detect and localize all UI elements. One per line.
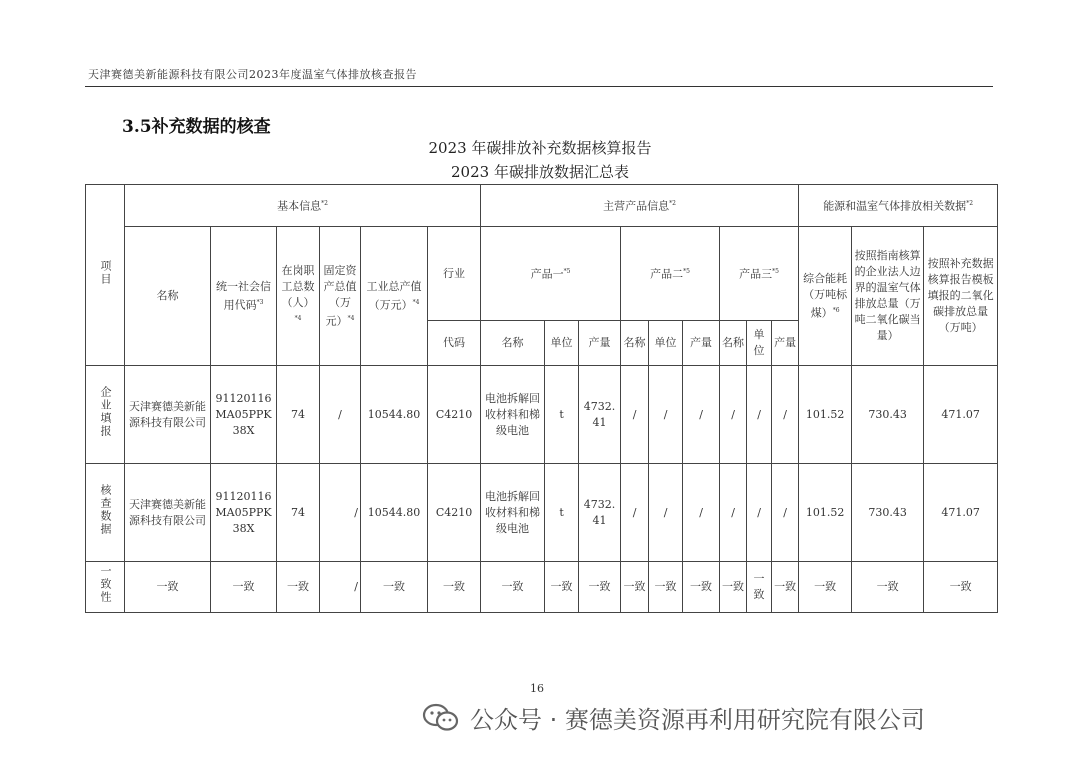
header-p1-unit: 单位 (545, 321, 579, 366)
cell-p1-qty: 4732.41 (579, 464, 621, 562)
cell-p1-qty: 4732.41 (579, 366, 621, 464)
cell-p3-name: 一致 (720, 562, 747, 613)
header-p2-name: 名称 (621, 321, 649, 366)
cell-energy: 101.52 (799, 366, 852, 464)
cell-assets: / (320, 366, 361, 464)
header-p3-unit: 单位 (747, 321, 772, 366)
report-title: 2023 年碳排放补充数据核算报告 (428, 139, 652, 157)
cell-assets: / (320, 562, 361, 613)
cell-p3-qty: 一致 (772, 562, 799, 613)
cell-p1-qty: 一致 (579, 562, 621, 613)
cell-name: 天津赛德美新能源科技有限公司 (125, 366, 211, 464)
header-product-info: 主营产品信息$^{*2}$ (481, 185, 799, 227)
cell-p2-name: / (621, 366, 649, 464)
cell-assets: / (320, 464, 361, 562)
cell-output: 10544.80 (361, 464, 428, 562)
footer-watermark (422, 700, 925, 735)
page-number: 16 (530, 682, 544, 695)
cell-p2-name: / (621, 464, 649, 562)
cell-p1-name: 电池拆解回收材料和梯级电池 (481, 464, 545, 562)
cell-p2-qty: 一致 (683, 562, 720, 613)
cell-p2-name: 一致 (621, 562, 649, 613)
cell-p3-unit: / (747, 464, 772, 562)
header-p3-qty: 产量 (772, 321, 799, 366)
table-row (86, 464, 998, 562)
row-label: 一致性 (86, 562, 125, 613)
cell-name: 天津赛德美新能源科技有限公司 (125, 464, 211, 562)
cell-p2-qty: / (683, 366, 720, 464)
row-label: 企业填报 (86, 366, 125, 464)
cell-guide: 730.43 (852, 366, 924, 464)
header-p2-unit: 单位 (649, 321, 683, 366)
cell-p1-unit: t (545, 366, 579, 464)
header-item: 项目 (86, 185, 125, 366)
cell-p1-unit: 一致 (545, 562, 579, 613)
cell-p3-qty: / (772, 366, 799, 464)
header-p2-qty: 产量 (683, 321, 720, 366)
cell-template: 471.07 (924, 464, 998, 562)
header-guide-emissions: 按照指南核算的企业法人边界的温室气体排放总量（万吨二氧化碳当量） (852, 227, 924, 366)
header-divider (85, 86, 993, 87)
cell-p3-unit: 一致 (747, 562, 772, 613)
header-energy-consumption: 综合能耗（万吨标煤）$^{*6}$ (799, 227, 852, 366)
header-industry-code: 代码 (428, 321, 481, 366)
header-industry: 行业 (428, 227, 481, 321)
header-industrial-output: 工业总产值（万元）$^{*4}$ (361, 227, 428, 366)
header-template-emissions: 按照补充数据核算报告模板填报的二氧化碳排放总量（万吨） (924, 227, 998, 366)
cell-credit-code: 91120116MA05PPK38X (211, 464, 277, 562)
cell-p2-unit: / (649, 366, 683, 464)
wechat-icon (422, 703, 460, 733)
header-basic-info: 基本信息$^{*2}$ (125, 185, 481, 227)
header-p3-name: 名称 (720, 321, 747, 366)
cell-industry-code: 一致 (428, 562, 481, 613)
header-product-3: 产品三$^{*5}$ (720, 227, 799, 321)
cell-credit-code: 一致 (211, 562, 277, 613)
cell-p1-unit: t (545, 464, 579, 562)
header-credit-code: 统一社会信用代码$^{*3}$ (211, 227, 277, 366)
header-energy-info: 能源和温室气体排放相关数据$^{*2}$ (799, 185, 998, 227)
header-fixed-assets: 固定资产总值（万元）$^{*4}$ (320, 227, 361, 366)
cell-p3-unit: / (747, 366, 772, 464)
cell-guide: 730.43 (852, 464, 924, 562)
table-row (86, 366, 998, 464)
cell-name: 一致 (125, 562, 211, 613)
cell-p3-qty: / (772, 464, 799, 562)
header-p1-qty: 产量 (579, 321, 621, 366)
page-header: 天津赛德美新能源科技有限公司2023年度温室气体排放核查报告 (88, 68, 417, 81)
table-title: 2023 年碳排放数据汇总表 (451, 163, 629, 181)
cell-output: 10544.80 (361, 366, 428, 464)
cell-p2-unit: / (649, 464, 683, 562)
header-staff: 在岗职工总数（人）$^{*4}$ (277, 227, 320, 366)
cell-guide: 一致 (852, 562, 924, 613)
footer-text: 公众号 · 赛德美资源再利用研究院有限公司 (470, 706, 925, 734)
cell-p1-name: 电池拆解回收材料和梯级电池 (481, 366, 545, 464)
header-p1-name: 名称 (481, 321, 545, 366)
cell-p1-name: 一致 (481, 562, 545, 613)
cell-p3-name: / (720, 366, 747, 464)
header-name: 名称 (125, 227, 211, 366)
cell-template: 471.07 (924, 366, 998, 464)
cell-energy: 一致 (799, 562, 852, 613)
cell-template: 一致 (924, 562, 998, 613)
cell-energy: 101.52 (799, 464, 852, 562)
header-product-2: 产品二$^{*5}$ (621, 227, 720, 321)
cell-industry-code: C4210 (428, 366, 481, 464)
section-title: 3.5补充数据的核查 (122, 117, 271, 137)
cell-p2-qty: / (683, 464, 720, 562)
row-label: 核查数据 (86, 464, 125, 562)
cell-p2-unit: 一致 (649, 562, 683, 613)
cell-p3-name: / (720, 464, 747, 562)
cell-credit-code: 91120116MA05PPK38X (211, 366, 277, 464)
cell-staff: 74 (277, 366, 320, 464)
cell-industry-code: C4210 (428, 464, 481, 562)
cell-staff: 一致 (277, 562, 320, 613)
header-product-1: 产品一$^{*5}$ (481, 227, 621, 321)
emissions-summary-table (85, 184, 998, 613)
table-row (86, 562, 998, 613)
cell-output: 一致 (361, 562, 428, 613)
cell-staff: 74 (277, 464, 320, 562)
